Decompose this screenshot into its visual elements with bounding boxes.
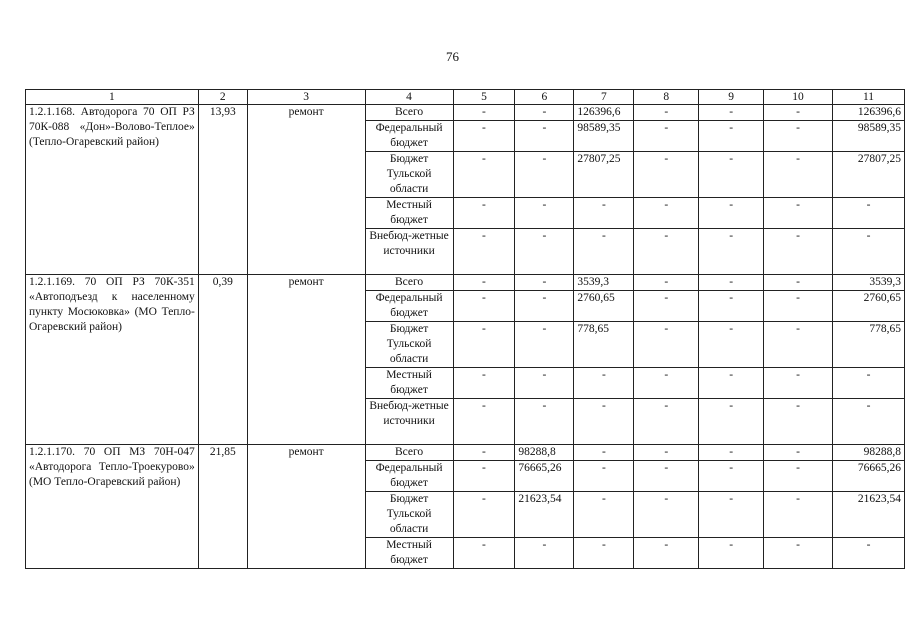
amount-cell: - <box>574 229 634 275</box>
amount-cell: 126396,6 <box>574 105 634 121</box>
amount-cell: - <box>453 461 515 492</box>
amount-cell: - <box>699 291 764 322</box>
amount-cell: - <box>574 399 634 445</box>
length-cell: 0,39 <box>198 275 247 445</box>
funding-source-cell: Местный бюджет <box>365 368 453 399</box>
amount-cell: - <box>453 275 515 291</box>
funding-source-cell: Федеральный бюджет <box>365 291 453 322</box>
amount-cell: - <box>634 538 699 569</box>
amount-cell: - <box>574 445 634 461</box>
funding-source-cell: Внебюд-жетные источники <box>365 399 453 445</box>
work-type-cell: ремонт <box>247 445 365 569</box>
amount-cell: - <box>453 198 515 229</box>
amount-cell: - <box>764 152 833 198</box>
amount-cell: 2760,65 <box>574 291 634 322</box>
amount-cell: - <box>453 152 515 198</box>
amount-cell: - <box>764 445 833 461</box>
amount-cell: - <box>515 105 574 121</box>
amount-cell: - <box>764 399 833 445</box>
amount-cell: 98288,8 <box>832 445 904 461</box>
amount-cell: - <box>764 291 833 322</box>
funding-source-cell: Федеральный бюджет <box>365 461 453 492</box>
funding-source-cell: Всего <box>365 105 453 121</box>
amount-cell: - <box>453 322 515 368</box>
amount-cell: - <box>515 322 574 368</box>
amount-cell: - <box>832 229 904 275</box>
amount-cell: - <box>832 368 904 399</box>
amount-cell: - <box>764 322 833 368</box>
amount-cell: 126396,6 <box>832 105 904 121</box>
amount-cell: - <box>699 461 764 492</box>
amount-cell: - <box>764 368 833 399</box>
object-name-cell: 1.2.1.169. 70 ОП РЗ 70К-351 «Автоподъезд к населенному пункту Мосюковка» (МО Тепло-Огаревский район) <box>26 275 199 445</box>
page-number: 76 <box>446 49 459 64</box>
amount-cell: - <box>634 322 699 368</box>
amount-cell: - <box>634 368 699 399</box>
object-name-cell: 1.2.1.168. Автодорога 70 ОП РЗ 70К-088 «Дон»-Волово-Теплое» (Тепло-Огаревский район) <box>26 105 199 275</box>
table-row <box>26 275 905 291</box>
amount-cell: - <box>699 229 764 275</box>
amount-cell: - <box>453 291 515 322</box>
amount-cell: - <box>453 538 515 569</box>
amount-cell: - <box>699 492 764 538</box>
amount-cell: - <box>453 229 515 275</box>
length-cell: 21,85 <box>198 445 247 569</box>
amount-cell: - <box>515 368 574 399</box>
work-type-cell: ремонт <box>247 275 365 445</box>
amount-cell: - <box>515 152 574 198</box>
amount-cell: 2760,65 <box>832 291 904 322</box>
amount-cell: - <box>699 538 764 569</box>
amount-cell: - <box>515 291 574 322</box>
amount-cell: - <box>699 322 764 368</box>
amount-cell: - <box>574 492 634 538</box>
column-header: 3 <box>247 90 365 105</box>
amount-cell: - <box>453 368 515 399</box>
amount-cell: 27807,25 <box>832 152 904 198</box>
column-header: 4 <box>365 90 453 105</box>
amount-cell: 98288,8 <box>515 445 574 461</box>
amount-cell: 778,65 <box>574 322 634 368</box>
amount-cell: - <box>634 152 699 198</box>
amount-cell: 778,65 <box>832 322 904 368</box>
amount-cell: 3539,3 <box>574 275 634 291</box>
column-header: 9 <box>699 90 764 105</box>
amount-cell: - <box>699 121 764 152</box>
column-header: 1 <box>26 90 199 105</box>
funding-source-cell: Бюджет Тульской области <box>365 492 453 538</box>
funding-source-cell: Бюджет Тульской области <box>365 152 453 198</box>
table-row <box>26 105 905 121</box>
amount-cell: - <box>764 229 833 275</box>
column-header: 6 <box>515 90 574 105</box>
amount-cell: 21623,54 <box>832 492 904 538</box>
work-type-cell: ремонт <box>247 105 365 275</box>
amount-cell: 3539,3 <box>832 275 904 291</box>
amount-cell: - <box>832 538 904 569</box>
amount-cell: - <box>453 492 515 538</box>
funding-source-cell: Внебюд-жетные источники <box>365 229 453 275</box>
amount-cell: - <box>764 121 833 152</box>
amount-cell: - <box>699 105 764 121</box>
amount-cell: - <box>764 198 833 229</box>
amount-cell: - <box>634 445 699 461</box>
column-header: 11 <box>832 90 904 105</box>
amount-cell: - <box>574 198 634 229</box>
amount-cell: - <box>574 538 634 569</box>
column-header: 7 <box>574 90 634 105</box>
amount-cell: - <box>699 275 764 291</box>
amount-cell: - <box>515 198 574 229</box>
budget-table <box>25 89 905 569</box>
amount-cell: - <box>634 105 699 121</box>
funding-source-cell: Федеральный бюджет <box>365 121 453 152</box>
amount-cell: - <box>634 229 699 275</box>
amount-cell: - <box>453 445 515 461</box>
amount-cell: - <box>764 538 833 569</box>
amount-cell: 76665,26 <box>515 461 574 492</box>
amount-cell: - <box>634 198 699 229</box>
amount-cell: - <box>764 275 833 291</box>
amount-cell: - <box>634 275 699 291</box>
column-header: 5 <box>453 90 515 105</box>
amount-cell: - <box>574 461 634 492</box>
column-header: 2 <box>198 90 247 105</box>
amount-cell: 98589,35 <box>832 121 904 152</box>
amount-cell: 98589,35 <box>574 121 634 152</box>
amount-cell: - <box>515 275 574 291</box>
column-header: 8 <box>634 90 699 105</box>
amount-cell: - <box>634 399 699 445</box>
amount-cell: - <box>453 121 515 152</box>
amount-cell: - <box>634 461 699 492</box>
amount-cell: - <box>634 291 699 322</box>
amount-cell: - <box>453 399 515 445</box>
amount-cell: - <box>699 445 764 461</box>
amount-cell: - <box>699 399 764 445</box>
object-name-cell: 1.2.1.170. 70 ОП МЗ 70Н-047 «Автодорога Тепло-Троекурово» (МО Тепло-Огаревский район) <box>26 445 199 569</box>
amount-cell: - <box>699 198 764 229</box>
amount-cell: - <box>764 105 833 121</box>
amount-cell: 76665,26 <box>832 461 904 492</box>
amount-cell: - <box>634 492 699 538</box>
amount-cell: - <box>515 121 574 152</box>
length-cell: 13,93 <box>198 105 247 275</box>
amount-cell: - <box>832 198 904 229</box>
funding-source-cell: Всего <box>365 445 453 461</box>
amount-cell: - <box>699 368 764 399</box>
funding-source-cell: Бюджет Тульской области <box>365 322 453 368</box>
column-header: 10 <box>764 90 833 105</box>
amount-cell: - <box>764 461 833 492</box>
amount-cell: 21623,54 <box>515 492 574 538</box>
amount-cell: - <box>699 152 764 198</box>
amount-cell: - <box>515 399 574 445</box>
amount-cell: - <box>515 538 574 569</box>
amount-cell: 27807,25 <box>574 152 634 198</box>
amount-cell: - <box>832 399 904 445</box>
funding-source-cell: Местный бюджет <box>365 538 453 569</box>
header-row <box>26 90 905 105</box>
amount-cell: - <box>764 492 833 538</box>
amount-cell: - <box>453 105 515 121</box>
amount-cell: - <box>634 121 699 152</box>
funding-source-cell: Местный бюджет <box>365 198 453 229</box>
amount-cell: - <box>515 229 574 275</box>
funding-source-cell: Всего <box>365 275 453 291</box>
table-row <box>26 445 905 461</box>
amount-cell: - <box>574 368 634 399</box>
